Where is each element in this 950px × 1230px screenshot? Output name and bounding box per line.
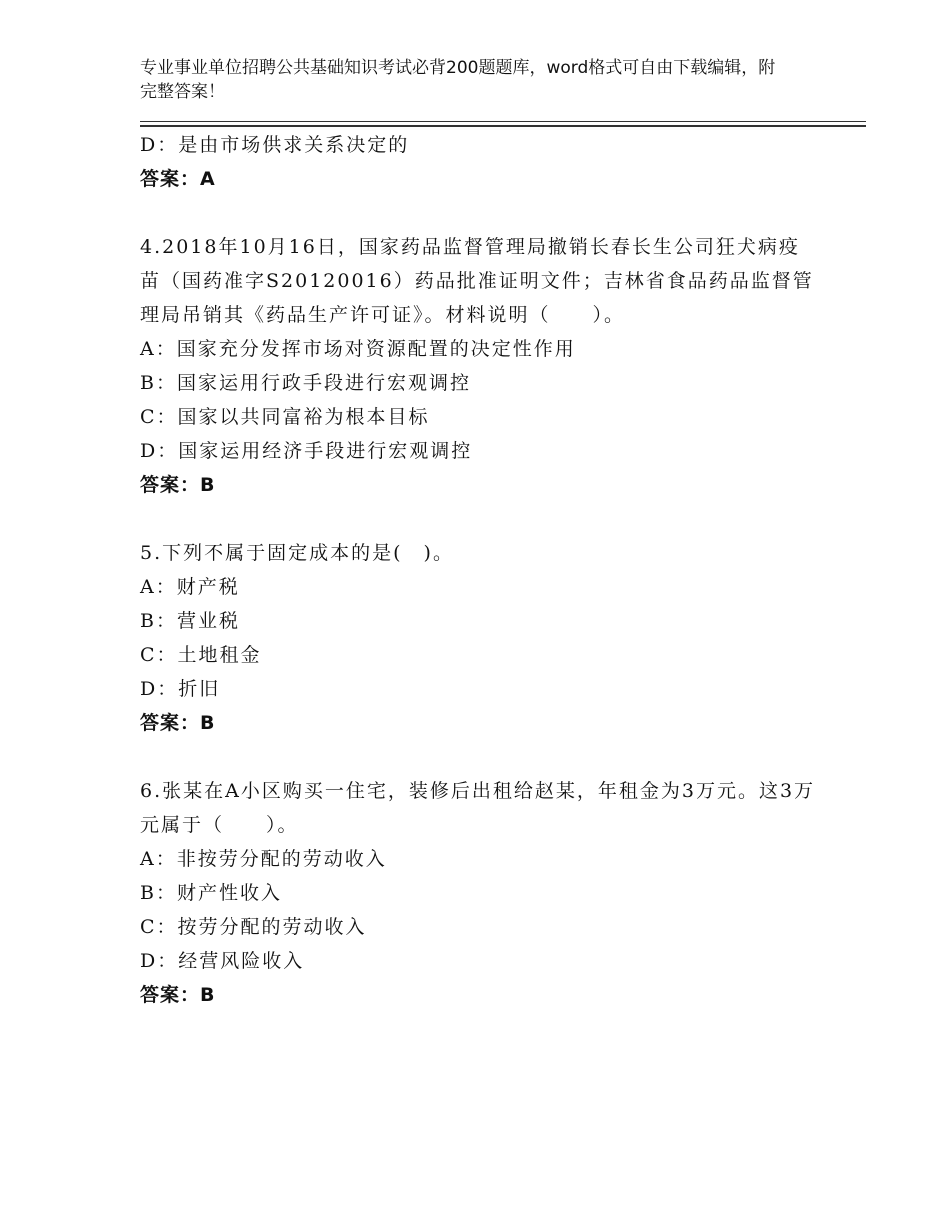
option-a: A：财产税 <box>140 576 240 598</box>
header-rule-thin <box>140 121 866 122</box>
option-d: D：国家运用经济手段进行宏观调控 <box>140 440 473 462</box>
option-b: B：国家运用行政手段进行宏观调控 <box>140 372 471 394</box>
answer: 答案：B <box>140 474 216 496</box>
answer: 答案：B <box>140 712 216 734</box>
question-stem: 5.下列不属于固定成本的是( )。 <box>140 542 454 564</box>
option-d: D：经营风险收入 <box>140 950 305 972</box>
prev-answer: 答案：A <box>140 168 216 190</box>
option-b: B：财产性收入 <box>140 882 282 904</box>
question-5 <box>140 536 830 740</box>
question-stem: 4.2018年10月16日，国家药品监督管理局撤销长春长生公司狂犬病疫苗（国药准字S20120016）药品批准证明文件；吉林省食品药品监督管理局吊销其《药品生产许可证》。材料说明（ ）。 <box>140 236 814 326</box>
option-d: D：折旧 <box>140 678 221 700</box>
option-a: A：非按劳分配的劳动收入 <box>140 848 387 870</box>
question-content <box>140 128 830 1012</box>
question-4 <box>140 230 830 502</box>
question-stem: 6.张某在A小区购买一住宅，装修后出租给赵某，年租金为3万元。这3万元属于（ ）。 <box>140 780 816 836</box>
spacer <box>140 502 830 536</box>
spacer <box>140 196 830 230</box>
option-c: C：国家以共同富裕为根本目标 <box>140 406 430 428</box>
header-rule-thick <box>140 125 866 127</box>
page-header: 专业事业单位招聘公共基础知识考试必背200题题库，word格式可自由下载编辑，附完整答案！ <box>140 58 776 102</box>
question-6 <box>140 774 830 1012</box>
answer: 答案：B <box>140 984 216 1006</box>
prev-option-d: D：是由市场供求关系决定的 <box>140 134 410 156</box>
option-b: B：营业税 <box>140 610 240 632</box>
option-a: A：国家充分发挥市场对资源配置的决定性作用 <box>140 338 576 360</box>
spacer <box>140 740 830 774</box>
option-c: C：土地租金 <box>140 644 262 666</box>
option-c: C：按劳分配的劳动收入 <box>140 916 367 938</box>
